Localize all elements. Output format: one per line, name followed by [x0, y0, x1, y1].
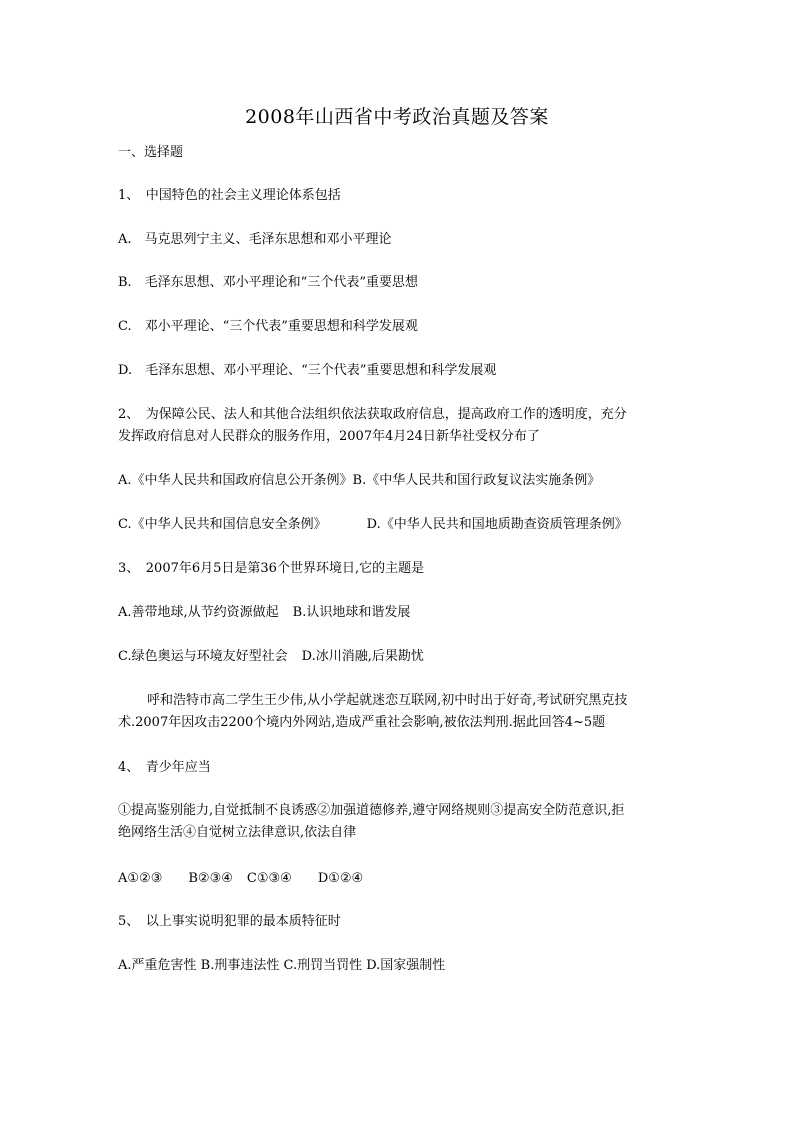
- question-4-body: [118, 800, 678, 844]
- question-4-option-a: A①②③: [118, 871, 163, 886]
- question-1-option-c: C. 邓小平理论、“三个代表”重要思想和科学发展观: [118, 319, 418, 334]
- question-2-stem: [118, 404, 678, 448]
- question-2-option-b: B.《中华人民共和国行政复议法实施条例》: [352, 473, 601, 488]
- question-3-options-ab: [118, 602, 678, 624]
- question-2-option-a: A.《中华人民共和国政府信息公开条例》: [118, 473, 353, 488]
- question-3-option-c: C.绿色奥运与环境友好型社会: [118, 649, 288, 664]
- question-4-option-b: B②③④: [188, 871, 233, 886]
- question-4-body-line-1: ①提高鉴别能力,自觉抵制不良诱惑②加强道德修养,遵守网络规则③提高安全防范意识,拒: [118, 803, 625, 818]
- question-1-stem: 1、 中国特色的社会主义理论体系包括: [118, 188, 341, 203]
- question-2-option-d: D.《中华人民共和国地质勘查资质管理条例》: [366, 517, 628, 532]
- question-5-options: A.严重危害性 B.刑事违法性 C.刑罚当罚性 D.国家强制性: [118, 958, 446, 973]
- question-2-options-cd: [118, 514, 678, 536]
- section-heading: 一、选择题: [118, 145, 184, 160]
- question-5-stem: 5、 以上事实说明犯罪的最本质特征时: [118, 914, 341, 929]
- question-4-stem: 4、 青少年应当: [118, 760, 211, 775]
- question-4-option-c: C①③④: [246, 871, 292, 886]
- question-1-option-d: D. 毛泽东思想、邓小平理论、“三个代表”重要思想和科学发展观: [118, 363, 497, 378]
- question-1-option-b: B. 毛泽东思想、邓小平理论和“三个代表”重要思想: [118, 275, 418, 290]
- question-3-stem: 3、 2007年6月5日是第36个世界环境日,它的主题是: [118, 561, 425, 576]
- question-3-option-d: D.冰川消融,后果勘忧: [301, 649, 424, 664]
- reading-passage: [118, 690, 678, 734]
- question-1-option-a: A. 马克思列宁主义、毛泽东思想和邓小平理论: [118, 232, 392, 247]
- question-3-option-b: B.认识地球和谐发展: [292, 605, 411, 620]
- question-4-option-d: D①②④: [317, 871, 364, 886]
- question-4-body-line-2: 绝网络生活④自觉树立法律意识,依法自律: [118, 825, 357, 840]
- reading-passage-line-1: 呼和浩特市高二学生王少伟,从小学起就迷恋互联网,初中时出于好奇,考试研究黑克技: [147, 693, 628, 708]
- question-2-option-c: C.《中华人民共和国信息安全条例》: [118, 517, 327, 532]
- page-title: 2008年山西省中考政治真题及答案: [245, 106, 549, 128]
- question-3-option-a: A.善带地球,从节约资源做起: [118, 605, 279, 620]
- question-3-options-cd: [118, 646, 678, 668]
- question-4-options: [118, 868, 678, 890]
- question-2-options-ab: [118, 470, 678, 492]
- question-2-stem-line-1: 2、 为保障公民、法人和其他合法组织依法获取政府信息，提高政府工作的透明度，充分: [118, 407, 627, 422]
- question-2-stem-line-2: 发挥政府信息对人民群众的服务作用，2007年4月24日新华社受权分布了: [118, 429, 540, 444]
- reading-passage-line-2: 术.2007年因攻击2200个境内外网站,造成严重社会影响,被依法判刑.据此回答4~5题: [118, 715, 606, 730]
